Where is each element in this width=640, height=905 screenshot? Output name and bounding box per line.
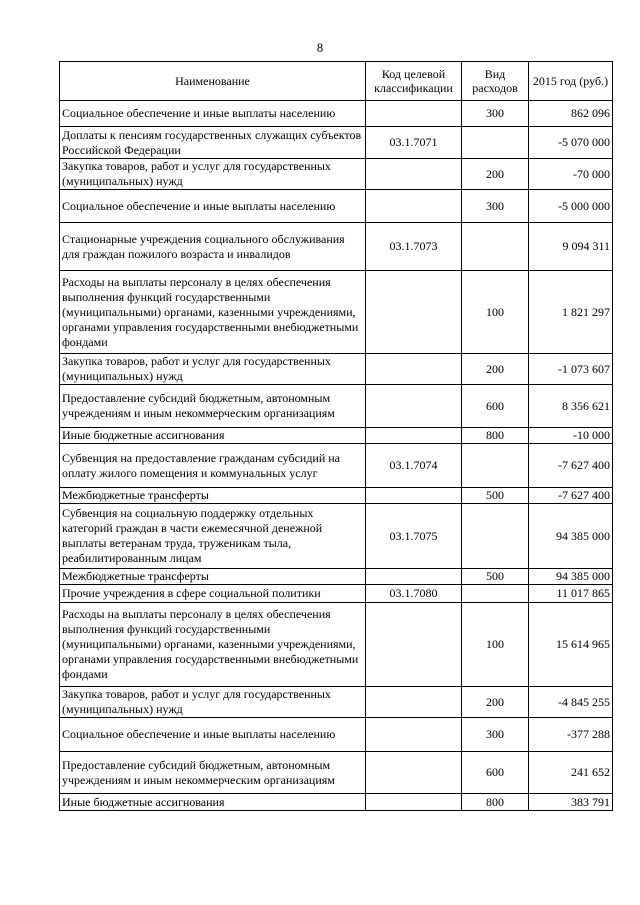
row-type-cell: 200 xyxy=(462,687,529,718)
row-type-cell: 500 xyxy=(462,569,529,585)
row-type-cell: 100 xyxy=(462,271,529,354)
table-row xyxy=(60,354,613,385)
row-code-cell: 03.1.7080 xyxy=(366,585,462,603)
table-row xyxy=(60,444,613,488)
row-name-cell: Субвенция на социальную поддержку отдельных категорий граждан в части ежемесячной денежной выплаты ветеранам труда, труженикам тыла, реабилитированным лицам xyxy=(60,504,366,569)
row-name-cell: Иные бюджетные ассигнования xyxy=(60,428,366,444)
row-code-cell xyxy=(366,428,462,444)
row-amount-cell: -4 845 255 xyxy=(529,687,613,718)
row-amount-cell: 8 356 621 xyxy=(529,385,613,428)
row-amount-cell: -70 000 xyxy=(529,159,613,190)
row-name-cell: Социальное обеспечение и иные выплаты населению xyxy=(60,101,366,127)
row-name-cell: Доплаты к пенсиям государственных служащих субъектов Российской Федерации xyxy=(60,127,366,159)
row-amount-cell: 241 652 xyxy=(529,752,613,794)
table-row xyxy=(60,428,613,444)
row-amount-cell: -7 627 400 xyxy=(529,488,613,504)
table-header-row xyxy=(60,62,613,101)
table-row xyxy=(60,385,613,428)
row-name-cell: Закупка товаров, работ и услуг для государственных (муниципальных) нужд xyxy=(60,159,366,190)
row-code-cell: 03.1.7075 xyxy=(366,504,462,569)
budget-table xyxy=(59,61,613,811)
row-name-cell: Прочие учреждения в сфере социальной политики xyxy=(60,585,366,603)
row-type-cell: 800 xyxy=(462,794,529,811)
row-amount-cell: 383 791 xyxy=(529,794,613,811)
row-code-cell xyxy=(366,569,462,585)
row-name-cell: Социальное обеспечение и иные выплаты населению xyxy=(60,718,366,752)
table-row xyxy=(60,127,613,159)
row-code-cell xyxy=(366,159,462,190)
header-code: Код целевой классификации xyxy=(366,62,462,101)
row-name-cell: Иные бюджетные ассигнования xyxy=(60,794,366,811)
header-amount: 2015 год (руб.) xyxy=(529,62,613,101)
row-type-cell xyxy=(462,585,529,603)
table-body xyxy=(60,101,613,811)
table-row xyxy=(60,687,613,718)
table-row xyxy=(60,569,613,585)
row-code-cell: 03.1.7071 xyxy=(366,127,462,159)
row-type-cell: 200 xyxy=(462,354,529,385)
row-amount-cell: 862 096 xyxy=(529,101,613,127)
row-type-cell: 600 xyxy=(462,385,529,428)
row-name-cell: Предоставление субсидий бюджетным, автономным учреждениям и иным некоммерческим организациям xyxy=(60,385,366,428)
table-row xyxy=(60,603,613,687)
table-row xyxy=(60,752,613,794)
row-name-cell: Стационарные учреждения социального обслуживания для граждан пожилого возраста и инвалидов xyxy=(60,223,366,271)
table-row xyxy=(60,223,613,271)
row-name-cell: Закупка товаров, работ и услуг для государственных (муниципальных) нужд xyxy=(60,687,366,718)
row-amount-cell: 9 094 311 xyxy=(529,223,613,271)
row-type-cell: 300 xyxy=(462,101,529,127)
header-name: Наименование xyxy=(60,62,366,101)
row-code-cell xyxy=(366,752,462,794)
row-name-cell: Предоставление субсидий бюджетным, автономным учреждениям и иным некоммерческим организациям xyxy=(60,752,366,794)
row-amount-cell: -5 000 000 xyxy=(529,190,613,223)
row-code-cell xyxy=(366,190,462,223)
table-row xyxy=(60,585,613,603)
row-amount-cell: -5 070 000 xyxy=(529,127,613,159)
row-type-cell: 200 xyxy=(462,159,529,190)
row-amount-cell: 94 385 000 xyxy=(529,504,613,569)
row-type-cell: 500 xyxy=(462,488,529,504)
table-row xyxy=(60,504,613,569)
row-type-cell xyxy=(462,223,529,271)
row-type-cell: 600 xyxy=(462,752,529,794)
row-name-cell: Субвенция на предоставление гражданам субсидий на оплату жилого помещения и коммунальных услуг xyxy=(60,444,366,488)
row-amount-cell: -10 000 xyxy=(529,428,613,444)
row-code-cell xyxy=(366,603,462,687)
row-amount-cell: 94 385 000 xyxy=(529,569,613,585)
table-row xyxy=(60,794,613,811)
row-code-cell: 03.1.7074 xyxy=(366,444,462,488)
row-code-cell xyxy=(366,488,462,504)
table-row xyxy=(60,718,613,752)
row-amount-cell: 1 821 297 xyxy=(529,271,613,354)
row-code-cell xyxy=(366,101,462,127)
row-amount-cell: 15 614 965 xyxy=(529,603,613,687)
row-name-cell: Социальное обеспечение и иные выплаты населению xyxy=(60,190,366,223)
row-code-cell xyxy=(366,718,462,752)
table-row xyxy=(60,159,613,190)
row-code-cell xyxy=(366,271,462,354)
table-row xyxy=(60,271,613,354)
row-code-cell: 03.1.7073 xyxy=(366,223,462,271)
row-type-cell xyxy=(462,504,529,569)
row-name-cell: Закупка товаров, работ и услуг для государственных (муниципальных) нужд xyxy=(60,354,366,385)
row-type-cell: 800 xyxy=(462,428,529,444)
row-name-cell: Расходы на выплаты персоналу в целях обеспечения выполнения функций государственными (муниципальными) органами, казенными учреждениями, органами управления государственными внебюджетными фондами xyxy=(60,603,366,687)
row-name-cell: Расходы на выплаты персоналу в целях обеспечения выполнения функций государственными (муниципальными) органами, казенными учреждениями, органами управления государственными внебюджетными фондами xyxy=(60,271,366,354)
row-type-cell: 300 xyxy=(462,190,529,223)
row-code-cell xyxy=(366,687,462,718)
header-type: Вид расходов xyxy=(462,62,529,101)
row-type-cell xyxy=(462,444,529,488)
row-type-cell xyxy=(462,127,529,159)
page-number: 8 xyxy=(316,41,324,55)
table-row xyxy=(60,488,613,504)
row-amount-cell: -7 627 400 xyxy=(529,444,613,488)
table-row xyxy=(60,190,613,223)
row-amount-cell: 11 017 865 xyxy=(529,585,613,603)
row-type-cell: 300 xyxy=(462,718,529,752)
row-amount-cell: -377 288 xyxy=(529,718,613,752)
row-name-cell: Межбюджетные трансферты xyxy=(60,488,366,504)
row-amount-cell: -1 073 607 xyxy=(529,354,613,385)
row-name-cell: Межбюджетные трансферты xyxy=(60,569,366,585)
row-code-cell xyxy=(366,354,462,385)
row-type-cell: 100 xyxy=(462,603,529,687)
row-code-cell xyxy=(366,385,462,428)
table-row xyxy=(60,101,613,127)
row-code-cell xyxy=(366,794,462,811)
